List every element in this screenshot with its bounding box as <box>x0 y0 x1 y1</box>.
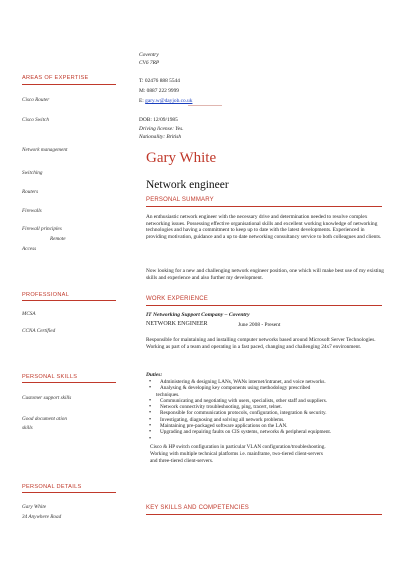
detail-item: 34 Anywhere Road <box>22 514 62 520</box>
skill-item: Customer support skills <box>22 395 72 401</box>
email-prefix: E: <box>139 98 144 104</box>
company-name: IT Networking Support Company – Coventry <box>146 312 250 318</box>
duty-item: • Responsible for communication protocols, configuration, integration & security. <box>146 410 386 416</box>
professional-heading: PROFESSIONAL <box>22 292 70 298</box>
email-underline <box>188 105 222 106</box>
expertise-item: Switching <box>22 170 43 176</box>
duty-item: • Network connectivity troubleshooting, ping, tracert, telnet. <box>146 404 386 410</box>
duty-item: • Upgrading and repairing faults on CIS systems, networks & peripheral equipment. <box>146 429 386 435</box>
candidate-name: Gary White <box>146 150 217 166</box>
personal-skills-rule <box>22 382 116 383</box>
skill-item: skills <box>22 425 33 431</box>
extra-line-3: and three-tiered client-servers. <box>150 458 214 464</box>
email-link[interactable]: gary.w@dayjob.co.uk <box>145 98 193 104</box>
contact-nationality: Nationality: British <box>139 134 182 140</box>
duties-list <box>146 379 386 436</box>
duty-item: • Investigating, diagnosing and solving all network problems. <box>146 417 386 423</box>
professional-rule <box>22 300 116 301</box>
key-skills-heading: KEY SKILLS AND COMPETENCIES <box>146 505 249 511</box>
expertise-item: Access <box>22 246 37 252</box>
personal-details-rule <box>22 492 116 493</box>
extra-line-2: Working with multiple technical platforms i.e. mainframe, two-tiered client-servers <box>150 451 323 457</box>
contact-city: Coventry <box>139 52 159 58</box>
expertise-heading: AREAS OF EXPERTISE <box>22 75 89 81</box>
personal-skills-heading: PERSONAL SKILLS <box>22 374 78 380</box>
job-title: Network engineer <box>146 179 229 191</box>
expertise-item: Firewalls <box>22 208 42 214</box>
skill-item: Good document ation <box>22 416 67 422</box>
expertise-item: Firewall principles <box>22 226 62 232</box>
contact-license: Driving license: Yes. <box>139 126 184 132</box>
experience-rule <box>146 305 382 306</box>
duty-item: • Analysing & developing key components using methodology prescribed <box>146 385 386 391</box>
summary-paragraph-2: Now looking for a new and challenging network engineer position, one which will make best use of my existing skills and experience and also further my development. <box>146 268 384 281</box>
professional-item: CCNA Certified <box>22 328 56 334</box>
duty-item: techniques. <box>156 391 180 398</box>
duty-item: • Communicating and negotiating with users, specialists, other staff and suppliers. <box>146 398 386 404</box>
role-dates: June 2008 - Present <box>238 322 281 328</box>
detail-item: Gary White <box>22 504 47 510</box>
expertise-item: Routers <box>22 189 39 195</box>
summary-paragraph-1: An enthusiastic network engineer with the necessary drive and determination needed to resolve complex networking issues. Possessing effective organisational skills and excellent working knowledge of networking technologies and having a commitment to keep up to date with the latest developments. Experienced in providing motivation, guidance and a up to date networking consultancy service to both colleagues and clients. <box>146 214 382 240</box>
experience-heading: WORK EXPERIENCE <box>146 296 209 302</box>
expertise-item: Remote <box>50 236 66 242</box>
expertise-item: Cisco Switch <box>22 117 49 123</box>
summary-heading: PERSONAL SUMMARY <box>146 197 214 203</box>
contact-phone-m: M: 0887 222 9999 <box>139 88 179 94</box>
duty-item: • Maintaining pre-packaged software applications on the LAN. <box>146 423 386 429</box>
duties-label: Duties: <box>146 372 163 378</box>
expertise-item: Cisco Router <box>22 97 50 103</box>
professional-item: MCSA <box>22 311 36 317</box>
key-skills-rule <box>146 514 382 515</box>
expertise-item: Network management <box>22 147 68 153</box>
contact-dob: DOB: 12/09/1985 <box>139 117 178 123</box>
duty-item: • Administering & designing LANs, WANs internet/intranet, and voice networks. <box>146 379 386 385</box>
expertise-rule <box>22 84 116 85</box>
personal-details-heading: PERSONAL DETAILS <box>22 484 82 490</box>
contact-email-row <box>139 98 192 105</box>
contact-postcode: CV6 7RP <box>139 60 160 66</box>
contact-phone-t: T: 02476 888 5544 <box>139 78 180 84</box>
role-title: NETWORK ENGINEER <box>146 321 208 327</box>
experience-paragraph: Responsible for maintaining and installing computer networks based around Microsoft Server Technologies. Working as part of a team and operating in a fast paced, changing and challenging 24x7 environment. <box>146 337 376 350</box>
summary-rule <box>146 206 382 207</box>
extra-line-1: Cisco & HP switch configuration in particular VLAN configuration/troubleshooting. <box>150 444 326 450</box>
